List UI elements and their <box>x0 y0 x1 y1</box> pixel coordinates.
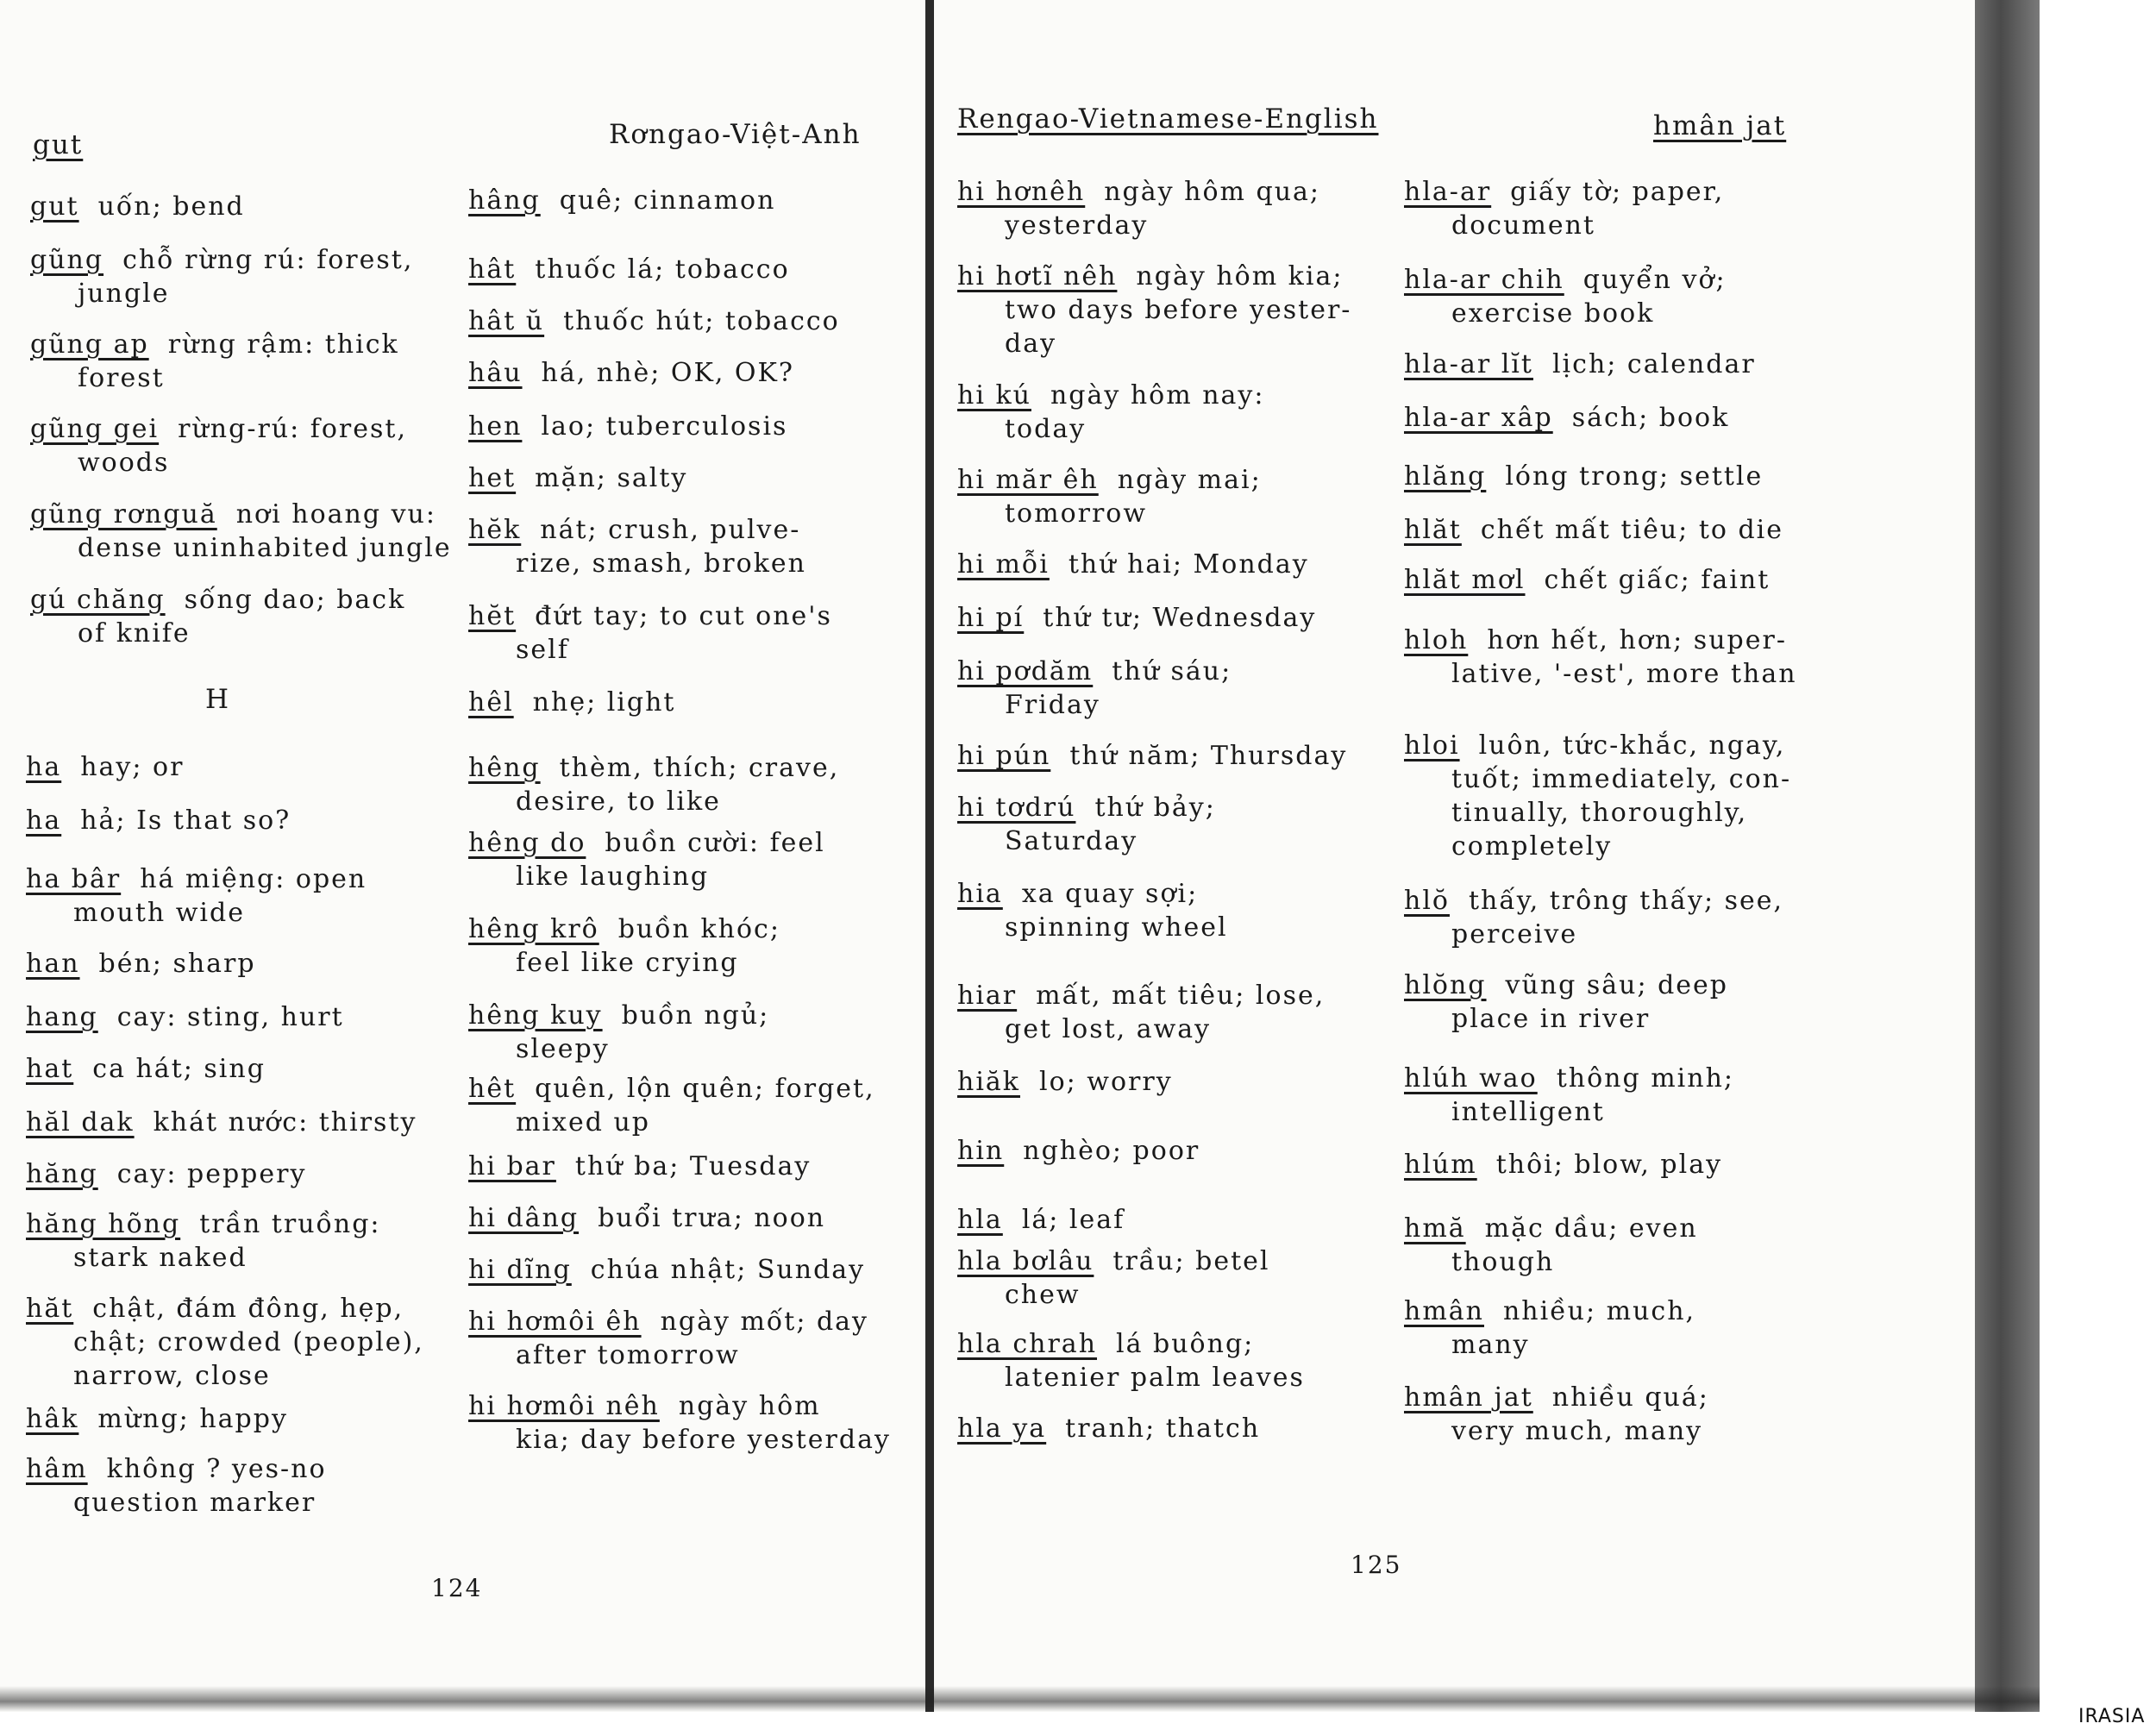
definition-continuation: chew <box>1005 1280 1081 1310</box>
definition-continuation: forest <box>78 363 165 393</box>
headword: het <box>468 463 517 493</box>
headword: hât ŭ <box>468 306 545 336</box>
dictionary-entry <box>468 1389 899 1457</box>
right-page-number: 125 <box>1351 1551 1402 1579</box>
headword: hmân <box>1404 1296 1484 1326</box>
dictionary-entry <box>26 947 457 981</box>
headword: gũng rơnguă <box>30 499 217 530</box>
definition-line: chết mất tiêu; to die <box>1480 515 1784 545</box>
headword: hăng <box>26 1159 98 1189</box>
definition-line: nơi hoang vu: <box>235 499 436 530</box>
dictionary-entry <box>26 1157 457 1191</box>
headword: hlúh wao <box>1404 1063 1538 1094</box>
definition-line: ca hát; sing <box>92 1054 266 1084</box>
dictionary-entry <box>468 513 899 580</box>
headword: hêng kuy <box>468 1000 603 1031</box>
definition-line: mất, mất tiêu; lose, <box>1036 981 1326 1011</box>
dictionary-entry <box>468 1253 899 1287</box>
right-page <box>934 0 2035 1712</box>
definition-line: thứ ba; Tuesday <box>574 1151 812 1181</box>
definition-line: ngày mốt; day <box>660 1307 868 1337</box>
dictionary-entry <box>1404 1062 1835 1129</box>
headword: hla chrah <box>957 1329 1098 1359</box>
definition-line: thứ sáu; <box>1112 656 1232 686</box>
headword: ha <box>26 805 62 836</box>
definition-line: mừng; happy <box>97 1404 288 1434</box>
dictionary-entry <box>26 1292 457 1393</box>
headword: hêng <box>468 753 541 783</box>
dictionary-entry <box>957 1203 1388 1237</box>
headword: hla bơlâu <box>957 1246 1094 1276</box>
headword: han <box>26 949 80 979</box>
headword: hi hơmôi nêh <box>468 1391 660 1421</box>
dictionary-entry <box>468 599 899 667</box>
definition-continuation: today <box>1005 414 1087 444</box>
headword: hêng krô <box>468 914 599 944</box>
headword: hlŏ <box>1404 886 1450 916</box>
definition-line: đứt tay; to cut one's <box>535 601 832 631</box>
dictionary-entry <box>468 1072 899 1139</box>
definition-line: lóng trong; settle <box>1505 461 1764 492</box>
definition-line: cay: peppery <box>116 1159 307 1189</box>
dictionary-entry <box>468 1201 899 1235</box>
dictionary-entry <box>957 260 1388 360</box>
left-running-title: Rơngao-Việt-Anh <box>609 119 862 150</box>
definition-line: rừng rậm: thick <box>167 329 399 360</box>
definition-line: ngày mai; <box>1117 465 1262 495</box>
dictionary-entry <box>1404 263 1835 330</box>
definition-line: thuốc lá; tobacco <box>535 254 790 285</box>
headword: hlúm <box>1404 1150 1477 1180</box>
definition-continuation: feel like crying <box>516 948 739 978</box>
definition-line: thuốc hút; tobacco <box>563 306 840 336</box>
definition-line: thứ tư; Wednesday <box>1043 603 1317 633</box>
definition-line: nát; crush, pulve- <box>540 515 801 545</box>
headword: hi măr êh <box>957 465 1099 495</box>
definition-line: thứ năm; Thursday <box>1069 741 1348 771</box>
watermark-text: IRASIA <box>2078 1706 2146 1727</box>
definition-line: chúa nhật; Sunday <box>590 1255 866 1285</box>
definition-continuation: intelligent <box>1451 1097 1605 1127</box>
definition-line: há miệng: open <box>140 864 367 894</box>
dictionary-entry <box>26 750 457 784</box>
definition-continuation: of knife <box>78 618 191 649</box>
headword: hi bar <box>468 1151 556 1181</box>
dictionary-entry <box>957 791 1388 858</box>
definition-line: hả; Is that so? <box>80 805 291 836</box>
headword: hêng do <box>468 828 586 858</box>
definition-continuation: very much, many <box>1451 1416 1703 1446</box>
definition-continuation: Saturday <box>1005 826 1138 856</box>
headword: hia <box>957 879 1003 909</box>
dictionary-entry <box>26 804 457 837</box>
left-page-number: 124 <box>431 1574 483 1602</box>
dictionary-entry <box>957 1327 1388 1394</box>
footer-strip <box>0 1712 2156 1736</box>
dictionary-entry <box>468 356 899 390</box>
definition-line: mặc dầu; even <box>1484 1213 1698 1244</box>
definition-continuation: kia; day before yesterday <box>516 1425 891 1455</box>
definition-continuation: mixed up <box>516 1107 650 1137</box>
headword: hi hơmôi êh <box>468 1307 642 1337</box>
headword: hmă <box>1404 1213 1466 1244</box>
dictionary-entry <box>30 328 461 395</box>
definition-line: mặn; salty <box>535 463 688 493</box>
headword: gut <box>30 191 79 222</box>
definition-line: tranh; thatch <box>1065 1413 1261 1444</box>
headword: hlăng <box>1404 461 1487 492</box>
headword: hâng <box>468 185 541 216</box>
headword: hăt <box>26 1294 74 1324</box>
right-guide-word: hmân jat <box>1653 110 1787 141</box>
dictionary-entry <box>468 253 899 286</box>
dictionary-entry <box>468 999 899 1066</box>
dictionary-entry <box>468 826 899 893</box>
definition-line: nhiều; much, <box>1502 1296 1696 1326</box>
dictionary-entry <box>30 498 461 565</box>
headword: hloh <box>1404 625 1469 655</box>
dictionary-entry <box>468 912 899 980</box>
definition-continuation: chật; crowded (people), narrow, close <box>73 1327 424 1391</box>
headword: hlăt mơl <box>1404 565 1526 595</box>
definition-line: trầu; betel <box>1112 1246 1270 1276</box>
dictionary-entry <box>26 1000 457 1034</box>
definition-line: lo; worry <box>1038 1067 1173 1097</box>
definition-line: há, nhè; OK, OK? <box>541 358 795 388</box>
headword: hi dâng <box>468 1203 580 1233</box>
dictionary-entry <box>957 877 1388 944</box>
headword: hi pơdăm <box>957 656 1094 686</box>
page-edge-shadow <box>1975 0 2040 1712</box>
headword: hât <box>468 254 517 285</box>
dictionary-entry <box>1404 348 1835 381</box>
dictionary-entry <box>1404 624 1835 691</box>
headword: hi pún <box>957 741 1051 771</box>
headword: hi tơdrú <box>957 793 1076 823</box>
definition-continuation: yesterday <box>1005 210 1149 241</box>
headword: hĕk <box>468 515 522 545</box>
definition-line: ngày hôm <box>678 1391 821 1421</box>
definition-continuation: after tomorrow <box>516 1340 740 1370</box>
section-letter: H <box>205 684 229 715</box>
definition-line: hơn hết, hơn; super- <box>1487 625 1787 655</box>
dictionary-entry <box>957 979 1388 1046</box>
headword: gũng <box>30 245 104 275</box>
headword: ha bâr <box>26 864 122 894</box>
dictionary-entry <box>26 1106 457 1139</box>
definition-continuation: question marker <box>73 1488 317 1518</box>
definition-line: ngày hôm qua; <box>1104 177 1321 207</box>
definition-line: chết giấc; faint <box>1544 565 1771 595</box>
dictionary-entry <box>30 190 461 223</box>
definition-continuation: two days before yester-day <box>1005 295 1352 359</box>
headword: hêl <box>468 687 514 718</box>
headword: gú chăng <box>30 585 166 615</box>
definition-continuation: dense uninhabited jungle <box>78 533 452 563</box>
definition-line: xa quay sợi; <box>1021 879 1199 909</box>
definition-continuation: get lost, away <box>1005 1014 1212 1044</box>
definition-continuation: self <box>516 635 569 665</box>
definition-continuation: Friday <box>1005 690 1100 720</box>
dictionary-entry <box>30 583 461 650</box>
dictionary-entry <box>957 1244 1388 1312</box>
dictionary-entry <box>468 1305 899 1372</box>
dictionary-entry <box>26 1052 457 1086</box>
dictionary-entry <box>957 601 1388 635</box>
headword: hi hơtĩ nêh <box>957 261 1118 291</box>
dictionary-entry <box>1404 1294 1835 1362</box>
definition-line: lá; leaf <box>1021 1205 1125 1235</box>
dictionary-entry <box>1404 968 1835 1036</box>
headword: hăng hõng <box>26 1209 181 1239</box>
scan-bottom-edge <box>0 1686 2040 1712</box>
dictionary-entry <box>468 686 899 719</box>
definition-line: khát nước: thirsty <box>153 1107 417 1137</box>
dictionary-entry <box>468 410 899 443</box>
definition-continuation: latenier palm leaves <box>1005 1363 1305 1393</box>
dictionary-entry <box>957 739 1388 773</box>
dictionary-entry <box>957 463 1388 530</box>
headword: hi mỗi <box>957 549 1050 580</box>
dictionary-entry <box>1404 1212 1835 1279</box>
definition-continuation: stark naked <box>73 1243 248 1273</box>
headword: hêt <box>468 1074 517 1104</box>
dictionary-entry <box>26 862 457 930</box>
definition-line: trần truồng: <box>199 1209 381 1239</box>
dictionary-entry <box>468 751 899 818</box>
left-page <box>0 0 925 1712</box>
headword: hla-ar lĭt <box>1404 349 1533 379</box>
headword: hla-ar <box>1404 177 1492 207</box>
headword: hla ya <box>957 1413 1047 1444</box>
definition-line: nhẹ; light <box>532 687 676 718</box>
definition-continuation: lative, '-est', more than <box>1451 659 1797 689</box>
headword: hlŏng <box>1404 970 1487 1000</box>
headword: ha <box>26 752 62 782</box>
headword: hi hơnêh <box>957 177 1086 207</box>
headword: hin <box>957 1136 1005 1166</box>
definition-line: thôi; blow, play <box>1495 1150 1723 1180</box>
dictionary-entry <box>468 304 899 338</box>
right-running-title: Rengao-Vietnamese-English <box>957 103 1379 135</box>
headword: hi pí <box>957 603 1025 633</box>
definition-line: chật, đám đông, hẹp, <box>92 1294 404 1324</box>
dictionary-entry <box>957 175 1388 242</box>
definition-continuation: jungle <box>78 279 170 309</box>
definition-line: lịch; calendar <box>1551 349 1756 379</box>
headword: hla-ar xâp <box>1404 403 1553 433</box>
dictionary-entry <box>1404 1381 1835 1448</box>
dictionary-entry <box>1404 884 1835 951</box>
definition-continuation: like laughing <box>516 862 710 892</box>
dictionary-entry <box>26 1452 457 1520</box>
definition-line: thông minh; <box>1556 1063 1735 1094</box>
headword: hloi <box>1404 730 1460 761</box>
definition-line: thứ bảy; <box>1094 793 1216 823</box>
definition-line: hay; or <box>80 752 185 782</box>
headword: hĕt <box>468 601 517 631</box>
left-guide-word: gut <box>33 129 84 160</box>
dictionary-entry <box>1404 1148 1835 1181</box>
definition-line: cay: sting, hurt <box>116 1002 344 1032</box>
definition-continuation: tomorrow <box>1005 498 1148 529</box>
definition-continuation: perceive <box>1451 919 1578 949</box>
dictionary-entry <box>468 461 899 495</box>
headword: hang <box>26 1002 98 1032</box>
headword: hmân jat <box>1404 1382 1533 1413</box>
dictionary-entry <box>1404 729 1835 863</box>
headword: hi kú <box>957 380 1031 410</box>
definition-continuation: exercise book <box>1451 298 1655 329</box>
dictionary-entry <box>957 1134 1388 1168</box>
definition-continuation: document <box>1451 210 1595 241</box>
definition-line: thấy, trông thấy; see, <box>1468 886 1784 916</box>
headword: hâm <box>26 1454 88 1484</box>
headword: hiar <box>957 981 1018 1011</box>
dictionary-entry <box>1404 460 1835 493</box>
dictionary-entry <box>30 243 461 310</box>
headword: hâk <box>26 1404 79 1434</box>
definition-line: uốn; bend <box>97 191 245 222</box>
dictionary-entry <box>1404 513 1835 547</box>
definition-line: không ? yes-no <box>106 1454 327 1484</box>
dictionary-entry <box>957 1065 1388 1099</box>
definition-line: buồn khóc; <box>617 914 780 944</box>
headword: hâu <box>468 358 523 388</box>
headword: hla <box>957 1205 1003 1235</box>
headword: hen <box>468 411 523 442</box>
definition-line: nghèo; poor <box>1023 1136 1200 1166</box>
definition-continuation: desire, to like <box>516 787 721 817</box>
definition-line: bén; sharp <box>98 949 256 979</box>
definition-continuation: mouth wide <box>73 898 245 928</box>
headword: hiăk <box>957 1067 1020 1097</box>
definition-continuation: spinning wheel <box>1005 912 1228 943</box>
definition-line: thèm, thích; crave, <box>559 753 840 783</box>
definition-line: lá buông; <box>1116 1329 1255 1359</box>
definition-line: nhiều quá; <box>1551 1382 1709 1413</box>
headword: hlăt <box>1404 515 1462 545</box>
headword: hat <box>26 1054 74 1084</box>
dictionary-entry <box>26 1402 457 1436</box>
definition-line: thứ hai; Monday <box>1068 549 1309 580</box>
definition-line: sách; book <box>1571 403 1730 433</box>
dictionary-entry <box>957 379 1388 446</box>
definition-line: rừng-rú: forest, <box>178 414 408 444</box>
definition-line: ngày hôm nay: <box>1050 380 1265 410</box>
dictionary-entry <box>1404 175 1835 242</box>
dictionary-entry <box>1404 401 1835 435</box>
headword: gũng ap <box>30 329 149 360</box>
dictionary-entry <box>1404 563 1835 597</box>
definition-continuation: woods <box>78 448 170 478</box>
definition-line: quyển vở; <box>1583 265 1727 295</box>
dictionary-entry <box>957 1412 1388 1445</box>
definition-line: buổi trưa; noon <box>598 1203 826 1233</box>
dictionary-entry <box>30 412 461 479</box>
dictionary-entry <box>957 548 1388 581</box>
book-gutter <box>925 0 934 1712</box>
headword: hăl dak <box>26 1107 135 1137</box>
definition-line: buồn ngủ; <box>621 1000 770 1031</box>
definition-line: quên, lộn quên; forget, <box>535 1074 875 1104</box>
definition-line: sống dao; back <box>184 585 406 615</box>
definition-line: quê; cinnamon <box>559 185 776 216</box>
definition-line: buồn cười: feel <box>605 828 825 858</box>
headword: hla-ar chih <box>1404 265 1564 295</box>
definition-line: giấy tờ; paper, <box>1510 177 1725 207</box>
definition-line: vũng sâu; deep <box>1505 970 1729 1000</box>
definition-line: chỗ rừng rú: forest, <box>122 245 414 275</box>
definition-continuation: many <box>1451 1330 1530 1360</box>
dictionary-entry <box>468 184 899 217</box>
definition-continuation: place in river <box>1451 1004 1651 1034</box>
headword: gũng gei <box>30 414 160 444</box>
definition-line: ngày hôm kia; <box>1136 261 1344 291</box>
definition-continuation: sleepy <box>516 1034 610 1064</box>
dictionary-entry <box>957 655 1388 722</box>
dictionary-entry <box>26 1207 457 1275</box>
definition-line: lao; tuberculosis <box>541 411 788 442</box>
definition-continuation: rize, smash, broken <box>516 548 806 579</box>
dictionary-entry <box>468 1150 899 1183</box>
definition-continuation: though <box>1451 1247 1555 1277</box>
definition-line: luôn, tức-khắc, ngay, <box>1478 730 1786 761</box>
headword: hi dĩng <box>468 1255 572 1285</box>
definition-continuation: tuốt; immediately, con-tinually, thoroughly, completely <box>1451 764 1792 862</box>
